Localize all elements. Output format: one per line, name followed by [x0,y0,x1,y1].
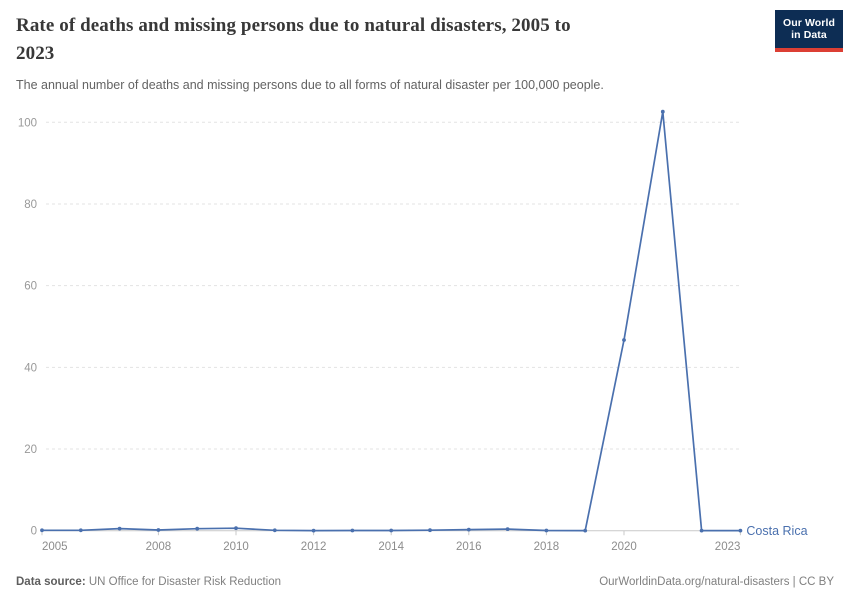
data-source-label: Data source: [16,576,86,588]
data-point-2012 [312,529,316,533]
y-axis-tick-label-40: 40 [24,362,37,375]
x-axis-tick-label-2016: 2016 [456,541,482,553]
data-point-2017 [506,527,510,531]
data-point-2006 [79,528,83,532]
data-point-2008 [157,528,161,532]
data-point-2018 [545,529,549,533]
data-point-2009 [195,527,199,531]
data-point-2007 [118,527,122,531]
x-axis-tick-label-2012: 2012 [300,541,327,553]
data-point-2020 [622,338,626,342]
x-axis-tick-label-2010: 2010 [223,541,249,553]
data-point-2023 [739,529,743,533]
data-point-2021 [661,110,665,114]
y-axis-tick-label-100: 100 [17,117,37,130]
entity-label: Costa Rica [746,524,808,539]
data-point-2019 [583,529,587,533]
footer [16,576,834,588]
x-axis-tick-label-2018: 2018 [533,541,560,553]
x-axis-tick-label-2005: 2005 [42,541,68,553]
owid-logo-text-line-1: Our World [782,16,836,29]
page-subtitle: The annual number of deaths and missing persons due to all forms of natural disaster per 100,000 people. [16,78,604,92]
data-point-2011 [273,528,277,532]
x-axis-tick-label-2020: 2020 [611,541,637,553]
data-source [16,576,281,588]
data-point-2022 [700,529,704,533]
data-line-costa-rica [42,112,740,531]
owid-logo-text-line-2: in Data [791,29,827,41]
y-axis-tick-label-0: 0 [30,525,37,538]
data-point-2005 [40,528,44,532]
page-title-line-2: 2023 [16,43,55,64]
x-axis-tick-label-2023: 2023 [714,541,741,553]
data-point-2013 [351,529,355,533]
data-source-value: UN Office for Disaster Risk Reduction [85,576,282,588]
data-point-2016 [467,528,471,532]
data-point-2010 [234,526,238,530]
y-axis-tick-label-80: 80 [24,198,37,211]
data-point-2014 [389,529,393,533]
data-point-2015 [428,528,432,532]
y-axis-tick-label-20: 20 [24,444,37,457]
y-axis-tick-label-60: 60 [24,280,37,293]
x-axis-tick-label-2014: 2014 [378,541,404,553]
footer-license-link: OurWorldinData.org/natural-disasters | CC BY [599,576,834,588]
page-title-line-1: Rate of deaths and missing persons due to natural disasters, 2005 to [16,15,571,36]
x-axis-tick-label-2008: 2008 [145,541,172,553]
